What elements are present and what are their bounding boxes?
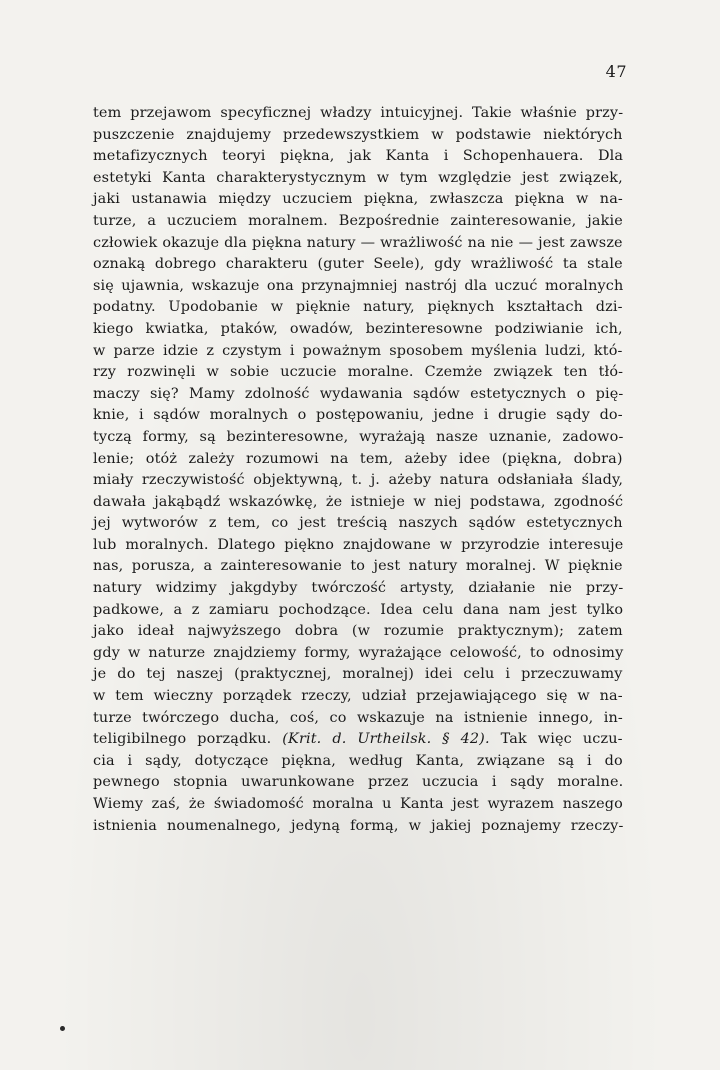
text-line: podatny. Upodobanie w pięknie natury, pięknych kształtach dzi- bbox=[93, 299, 623, 316]
text-line: tyczą formy, są bezinteresowne, wyrażają nasze uznanie, zadowo- bbox=[93, 428, 624, 445]
body-text bbox=[93, 103, 623, 837]
text-segment: Tak więc uczu- bbox=[500, 731, 623, 748]
text-line: je do tej naszej (praktycznej, moralnej) idei celu i przeczuwamy bbox=[93, 666, 623, 683]
text-line: metafizycznych teoryi piękna, jak Kanta i Schopenhauera. Dla bbox=[93, 148, 624, 165]
text-line: istnienia noumenalnego, jedyną formą, w jakiej poznajemy rzeczy- bbox=[93, 817, 624, 834]
text-line: cia i sądy, dotyczące piękna, według Kanta, związane są i do bbox=[93, 752, 623, 769]
text-line: maczy się? Mamy zdolność wydawania sądów estetycznych o pię- bbox=[93, 385, 624, 402]
citation: (Krit. d. Urtheilsk. § 42). bbox=[282, 731, 490, 748]
text-line: Wiemy zaś, że świadomość moralna u Kanta jest wyrazem naszego bbox=[93, 796, 623, 812]
text-line: człowiek okazuje dla piękna natury — wrażliwość na nie — jest zawsze bbox=[93, 234, 623, 251]
text-line: turze twórczego ducha, coś, co wskazuje na istnienie innego, in- bbox=[93, 709, 623, 726]
text-line: lub moralnych. Dlatego piękno znajdowane w przyrodzie interesuje bbox=[93, 536, 624, 553]
text-line: kiego kwiatka, ptaków, owadów, bezinteresowne podziwianie ich, bbox=[93, 320, 623, 337]
text-line: miały rzeczywistość objektywną, t. j. ażeby natura odsłaniała ślady, bbox=[93, 472, 624, 489]
text-line: estetyki Kanta charakterystycznym w tym względzie jest związek, bbox=[93, 169, 623, 186]
text-line: padkowe, a z zamiaru pochodzące. Idea celu dana nam jest tylko bbox=[93, 601, 624, 618]
text-line-with-citation bbox=[93, 729, 623, 751]
ink-speck bbox=[60, 1026, 65, 1031]
text-line: jako ideał najwyższego dobra (w rozumie praktycznym); zatem bbox=[93, 623, 623, 640]
text-line: jej wytworów z tem, co jest treścią naszych sądów estetycznych bbox=[93, 515, 623, 532]
text-line: oznaką dobrego charakteru (guter Seele), gdy wrażliwość ta stale bbox=[93, 256, 623, 273]
text-line: knie, i sądów moralnych o postępowaniu, jedne i drugie sądy do- bbox=[93, 407, 623, 424]
text-line: gdy w naturze znajdziemy formy, wyrażające celowość, to odnosimy bbox=[93, 644, 624, 661]
text-line: puszczenie znajdujemy przedewszystkiem w podstawie niektórych bbox=[93, 126, 623, 143]
text-line: dawała jakąbądź wskazówkę, że istnieje w niej podstawa, zgodność bbox=[93, 493, 624, 510]
text-line: rzy rozwinęli w sobie uczucie moralne. Czemże związek ten tłó- bbox=[93, 364, 624, 381]
text-line: pewnego stopnia uwarunkowane przez uczucia i sądy moralne. bbox=[93, 774, 624, 791]
page-number: 47 bbox=[605, 62, 627, 81]
text-line: lenie; otóż zależy rozumowi na tem, ażeby idee (piękna, dobra) bbox=[93, 450, 623, 467]
text-line: natury widzimy jakgdyby twórczość artysty, działanie nie przy- bbox=[93, 580, 624, 597]
text-line: jaki ustanawia między uczuciem piękna, zwłaszcza piękna w na- bbox=[93, 191, 623, 208]
text-line: nas, porusza, a zainteresowanie to jest natury moralnej. W pięknie bbox=[93, 558, 623, 575]
text-line: turze, a uczuciem moralnem. Bezpośrednie zainteresowanie, jakie bbox=[93, 212, 623, 229]
text-line: się ujawnia, wskazuje ona przynajmniej nastrój dla uczuć moralnych bbox=[93, 277, 624, 294]
text-segment: teligibilnego porządku. bbox=[93, 731, 272, 748]
text-line: w parze idzie z czystym i poważnym sposobem myślenia ludzi, któ- bbox=[93, 342, 623, 359]
text-line: tem przejawom specyficznej władzy intuicyjnej. Takie właśnie przy- bbox=[93, 105, 624, 121]
text-line: w tem wieczny porządek rzeczy, udział przejawiającego się w na- bbox=[93, 688, 623, 705]
